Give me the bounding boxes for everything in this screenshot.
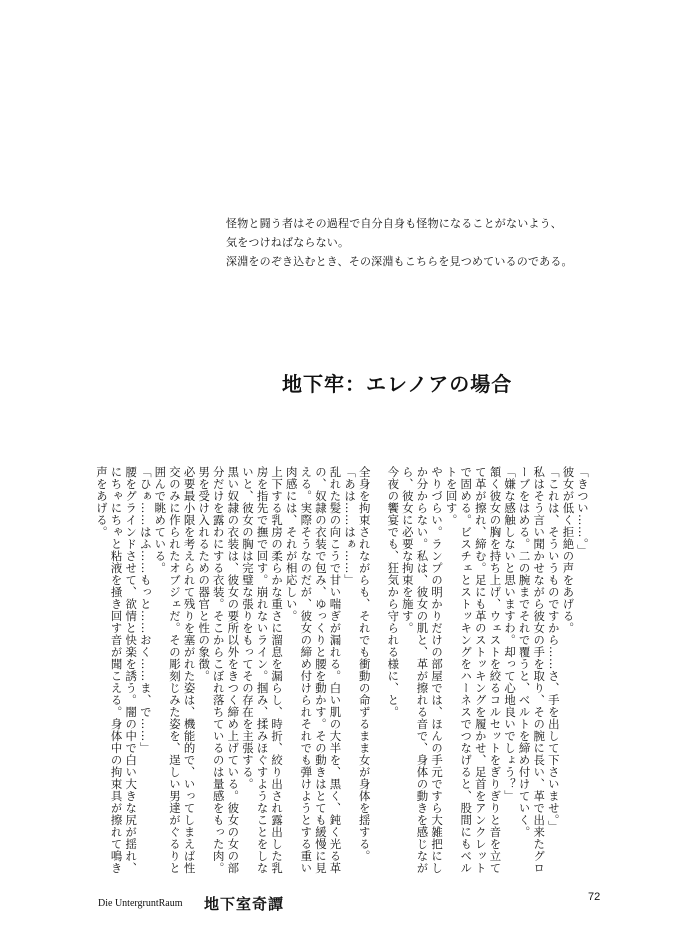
page-number: 72 xyxy=(588,891,601,903)
series-name-japanese: 地下室奇譚 xyxy=(204,895,285,913)
body-paragraph: 必要最小限を考えられて残りを塞がれた姿は、機能的で、いってしまえば性交のみに作られたオブジェだ。その彫刻じみた姿を、逞しい男達がぐるりと囲んで眺めている。 xyxy=(153,466,197,874)
series-name-english: Die UntergruntRaum xyxy=(98,898,183,909)
body-paragraph: 「きつい……。」 xyxy=(576,466,590,557)
body-paragraph: 腰をグラインドさせて、欲情と快楽を誘う。闇の中で白い大きな尻が揺れ、にちゃにちゃと粘液を掻き回す音が聞こえる。身体中の拘束具が擦れて鳴き声をあげる。 xyxy=(95,466,139,874)
body-paragraph: 「あは……はぁ……」 xyxy=(343,466,358,586)
body-paragraph: 「これは、そういうものですから……さ、手を出して下さいませ。」 xyxy=(546,466,561,833)
body-paragraph: 乱れた髪の向こうで甘い喘ぎが漏れる。白い肌の大半を、黒く、鈍く光る革の、奴隷の衣装で包み、ゆっくりと腰を動かす。その動きはとても緩慢に見える。実際そうなのだが、彼女の締め付けられそれでも弾けようとする重い肉感には、それが相応しい。 xyxy=(284,466,343,874)
body-paragraph: 黒い奴隷の衣装は、彼女の要所以外をきつく締め上げている。彼女の女の部分だけを露わにする衣装。そこからこぼれ落ちているのは量感をもった肉。男を受け入れるための器官と性の象徴。 xyxy=(197,466,241,874)
body-paragraph: 全身を拘束されながらも、それでも衝動の命ずるまま女が身体を揺する。 xyxy=(357,466,372,862)
body-paragraph: 彼女が低く拒絶の声をあげる。 xyxy=(561,466,576,634)
epigraph xyxy=(226,214,573,271)
body-paragraph: 頷く彼女の胸を持ち上げ、ウェストを絞るコルセットをぎりぎりと音を立てて革が擦れ、締む。足にも革のストッキングを履かせ、足首をアンクレットで固める。ビスチェとストッキングをハーネスでつなげると、股間にもベルトを回す。 xyxy=(444,466,503,874)
body-paragraph: 私はそう言い聞かせながら彼女の手を取り、その腕に長い、革で出来たグローブをはめる。二の腕までそれで覆うと、ベルトを締め付けていく。 xyxy=(517,466,547,874)
body-paragraph: やりづらい。ランプの明かりだけの部屋では、ほんの手元ですら大雑把にしか分からない。私は、彼女の肌と、革が擦れる音で、身体の動きを感じながら、彼女に必要な拘束を施す。 xyxy=(400,466,445,874)
body-paragraph: 「ひぁ……はふ……もっと……おく……ま、で……」 xyxy=(138,466,153,754)
epigraph-line: 気をつけねばならない。 xyxy=(226,236,350,249)
epigraph-line: 怪物と闘う者はその過程で自分自身も怪物になることがないよう、 xyxy=(226,217,562,230)
epigraph-line: 深淵をのぞき込むとき、その深淵もこちらを見つめているのである。 xyxy=(226,255,573,268)
vertical-body-text xyxy=(94,466,590,876)
body-paragraph: 上下する乳房の柔らかな重さに溜息を漏らし、時折、絞り出され露出した乳房を指先で撫で回す。崩れないライン。掴み、揉みほぐすようなことをしないと、彼女の胸は完璧な張りをもってその存在を主張する。 xyxy=(240,466,285,874)
body-paragraph: 「嫌な感触しないと思いますわ。却って心地良いでしょう？」 xyxy=(503,466,518,802)
chapter-title: 地下牢：エレノアの場合 xyxy=(282,372,513,396)
body-paragraph: 今夜の饗宴でも、狂気から守られる様に、と。 xyxy=(386,466,401,718)
